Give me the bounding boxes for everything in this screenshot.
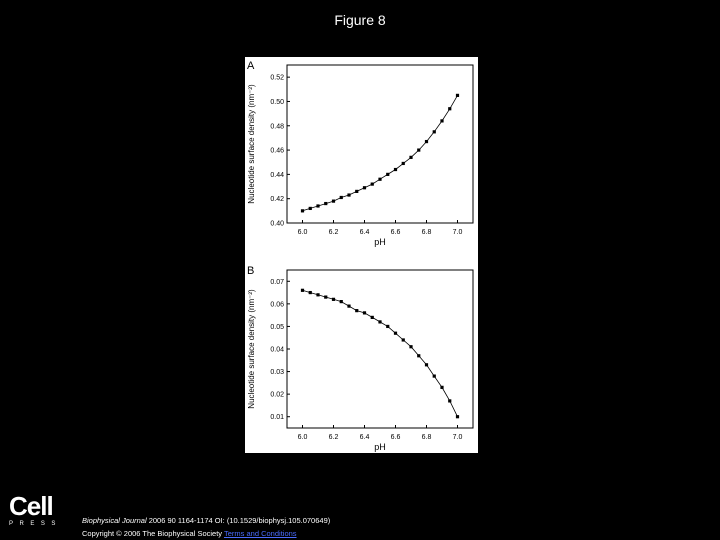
y-tick-label: 0.46: [270, 147, 284, 155]
data-point: [433, 130, 436, 133]
data-point: [332, 200, 335, 203]
figure-title: Figure 8: [334, 12, 386, 28]
cell-press-logo: [9, 493, 69, 529]
x-tick-label: 6.6: [390, 434, 401, 441]
data-point: [355, 309, 358, 312]
data-point: [402, 338, 405, 341]
y-tick-label: 0.04: [270, 346, 284, 354]
data-point: [340, 300, 343, 303]
chart-svg: [245, 57, 478, 453]
y-axis-label: Nucleotide surface density (nm⁻²): [247, 84, 256, 204]
data-point: [425, 140, 428, 143]
x-tick-label: 6.0: [297, 434, 308, 441]
data-point: [309, 207, 312, 210]
y-tick-label: 0.48: [270, 123, 284, 131]
x-axis-label: pH: [374, 237, 386, 247]
x-tick-label: 7.0: [452, 434, 463, 441]
data-point: [301, 289, 304, 292]
data-point: [378, 320, 381, 323]
x-tick-label: 6.8: [421, 434, 432, 441]
series-line: [303, 290, 458, 416]
journal-name: Biophysical Journal: [82, 516, 147, 525]
data-point: [402, 162, 405, 165]
copyright: [82, 529, 297, 538]
citation-details: 2006 90 1164-1174 OI: (10.1529/biophysj.105.070649): [146, 516, 331, 525]
plot-frame: [287, 65, 473, 223]
x-tick-label: 6.6: [390, 229, 401, 236]
data-point: [301, 209, 304, 212]
y-tick-label: 0.44: [270, 171, 284, 179]
data-point: [324, 202, 327, 205]
data-point: [448, 107, 451, 110]
data-point: [324, 295, 327, 298]
y-tick-label: 0.52: [270, 74, 284, 82]
data-point: [409, 156, 412, 159]
data-point: [448, 399, 451, 402]
y-tick-label: 0.05: [270, 323, 284, 331]
data-point: [394, 168, 397, 171]
data-point: [433, 374, 436, 377]
data-point: [394, 332, 397, 335]
data-point: [316, 204, 319, 207]
figure-panel: [245, 57, 478, 453]
logo-press: PRESS: [9, 521, 62, 527]
y-axis-label: Nucleotide surface density (nm⁻²): [247, 289, 256, 409]
data-point: [440, 386, 443, 389]
copyright-text: Copyright © 2006 The Biophysical Society: [82, 529, 224, 538]
data-point: [417, 148, 420, 151]
logo-word: Cell: [9, 491, 53, 521]
data-point: [347, 305, 350, 308]
data-point: [456, 94, 459, 97]
y-tick-label: 0.50: [270, 98, 284, 106]
data-point: [456, 415, 459, 418]
data-point: [332, 298, 335, 301]
data-point: [347, 193, 350, 196]
citation: [82, 516, 330, 525]
y-tick-label: 0.03: [270, 369, 284, 377]
x-tick-label: 6.4: [359, 229, 370, 236]
y-tick-label: 0.40: [270, 220, 284, 228]
data-point: [363, 186, 366, 189]
y-tick-label: 0.06: [270, 301, 284, 309]
y-tick-label: 0.02: [270, 391, 284, 399]
x-tick-label: 6.4: [359, 434, 370, 441]
data-point: [371, 183, 374, 186]
data-point: [309, 291, 312, 294]
data-point: [355, 190, 358, 193]
data-point: [440, 119, 443, 122]
y-tick-label: 0.42: [270, 196, 284, 204]
panel-label: B: [247, 265, 255, 277]
series-line: [303, 95, 458, 210]
data-point: [386, 173, 389, 176]
data-point: [386, 325, 389, 328]
data-point: [378, 178, 381, 181]
x-tick-label: 6.2: [328, 229, 339, 236]
data-point: [340, 196, 343, 199]
data-point: [417, 354, 420, 357]
panel-label: A: [247, 60, 255, 72]
data-point: [409, 345, 412, 348]
terms-link[interactable]: Terms and Conditions: [224, 529, 297, 538]
chart-panel-B: [247, 265, 473, 452]
y-tick-label: 0.07: [270, 278, 284, 286]
x-axis-label: pH: [374, 442, 386, 452]
x-tick-label: 6.0: [297, 229, 308, 236]
x-tick-label: 6.2: [328, 434, 339, 441]
x-tick-label: 6.8: [421, 229, 432, 236]
data-point: [316, 293, 319, 296]
y-tick-label: 0.01: [270, 414, 284, 422]
x-tick-label: 7.0: [452, 229, 463, 236]
data-point: [363, 311, 366, 314]
data-point: [371, 316, 374, 319]
data-point: [425, 363, 428, 366]
chart-panel-A: [247, 60, 473, 247]
